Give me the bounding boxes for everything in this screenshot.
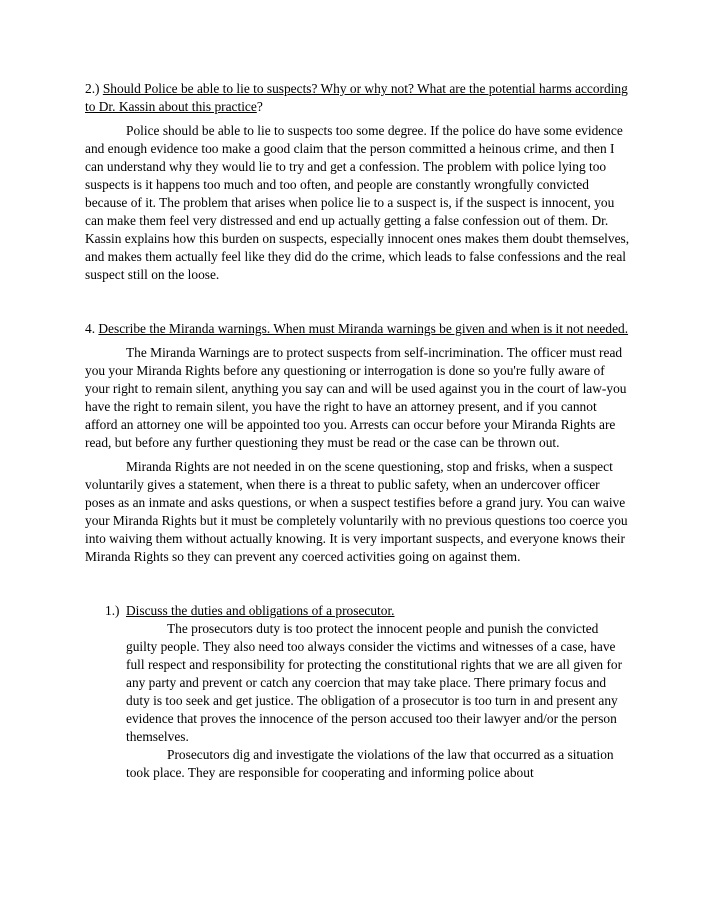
question-4-answer-paragraph-2: Miranda Rights are not needed in on the scene questioning, stop and frisks, when a suspect voluntarily gives a statement, when there is a threat to public safety, when an undercover officer poses as an inmate and asks questions, or when a suspect testifies before a grand jury. You can waive your Miranda Rights but it must be completely voluntarily with no previous questions too coerce you into waiving them without actually knowing. It is very important suspects, and everyone knows their Miranda Rights so they can prevent any coerced activities going on against them. [85, 459, 628, 564]
question-2-text: Should Police be able to lie to suspects? Why or why not? What are the potential harms according to Dr. Kassin about this practice [85, 81, 628, 114]
question-4-text: Describe the Miranda warnings. When must Miranda warnings be given and when is it not needed. [98, 321, 629, 336]
question-2-answer: Police should be able to lie to suspects too some degree. If the police do have some evidence and enough evidence too make a good claim that the person committed a heinous crime, and then I can understand why they would lie to try and get a confession. The problem with police lying too suspects is it happens too much and too often, and people are constantly wrongfully convicted because of it. The problem that arises when police lie to a suspect is, if the suspect is innocent, you can make them feel very distressed and end up actually getting a false confession out of them. Dr. Kassin explains how this burden on suspects, especially innocent ones makes them doubt themselves, and makes them actually feel like they did do the crime, which leads to false confessions and the real suspect still on the loose. [85, 123, 630, 282]
question-2-heading [85, 80, 630, 116]
question-1-answer-paragraph-1: The prosecutors duty is too protect the innocent people and punish the convicted guilty people. They also need too always consider the victims and witnesses of a case, have full respect and responsibility for protecting the constitutional rights that we are all given for any party and prevent or catch any coercion that may take place. There primary focus and duty is too seek and get justice. The obligation of a prosecutor is too turn in and present any evidence that proves the innocence of the person accused too their lawyer and/or the person themselves. [126, 621, 623, 744]
question-2-end: ? [256, 99, 263, 114]
question-1-answer-paragraph-2: Prosecutors dig and investigate the violations of the law that occurred as a situation took place. They are responsible for cooperating and informing police about [126, 747, 614, 780]
question-4-section [85, 320, 630, 566]
question-1-text: Discuss the duties and obligations of a prosecutor. [126, 603, 395, 618]
question-4-number: 4. [85, 321, 99, 336]
section-gap [85, 290, 630, 320]
question-1-section [105, 602, 630, 782]
section-gap [85, 572, 630, 602]
question-2-section [85, 80, 630, 284]
question-2-number: 2.) [85, 81, 103, 96]
question-4-heading [85, 320, 630, 338]
question-1-number: 1.) [105, 603, 120, 618]
question-4-answer-paragraph-1: The Miranda Warnings are to protect suspects from self-incrimination. The officer must read you your Miranda Rights before any questioning or interrogation is done so you're fully aware of your right to remain silent, anything you say can and will be used against you in the court of law-you have the right to remain silent, you have the right to have an attorney present, and if you cannot afford an attorney one will be appointed too you. Arrests can occur before your Miranda Rights are read, but before any further questioning they must be read or the case can be thrown out. [85, 345, 627, 450]
